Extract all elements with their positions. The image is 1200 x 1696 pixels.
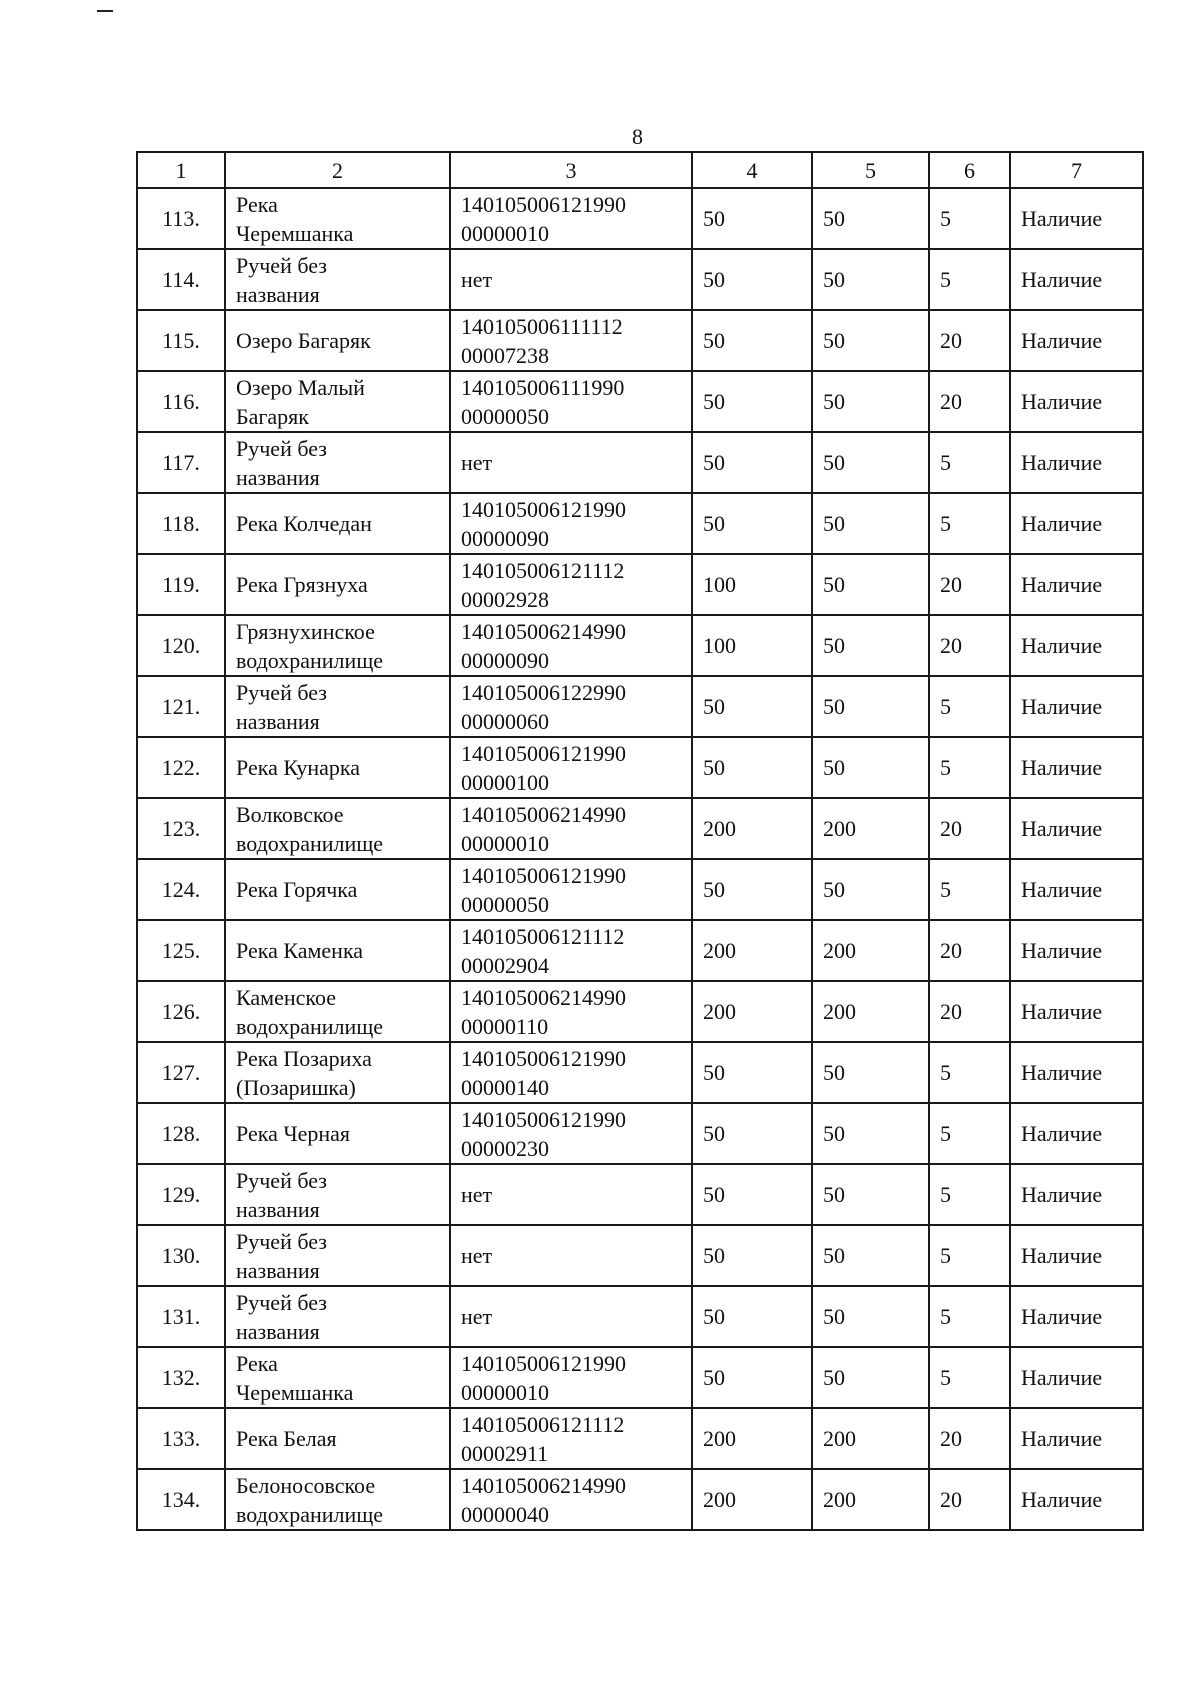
row-number: 117. [137, 432, 225, 493]
code-line: 00007238 [461, 342, 549, 368]
table-row [137, 432, 1143, 493]
name-line: Ручей без [236, 1289, 327, 1315]
value-col-5: 50 [812, 1103, 929, 1164]
value-col-6: 20 [929, 310, 1010, 371]
water-bodies-table [136, 151, 1144, 1531]
registry-code [450, 1042, 692, 1103]
name-line: названия [236, 464, 320, 490]
code-line: 00000060 [461, 708, 549, 734]
row-number: 129. [137, 1164, 225, 1225]
status-cell: Наличие [1010, 1042, 1143, 1103]
name-line: Волковское [236, 801, 344, 827]
value-col-4: 50 [692, 493, 812, 554]
row-number: 127. [137, 1042, 225, 1103]
table-row [137, 920, 1143, 981]
value-col-5: 200 [812, 1408, 929, 1469]
value-col-5: 50 [812, 554, 929, 615]
column-header: 5 [812, 152, 929, 188]
registry-code [450, 310, 692, 371]
value-col-4: 50 [692, 737, 812, 798]
value-col-5: 50 [812, 615, 929, 676]
value-col-6: 20 [929, 615, 1010, 676]
row-number: 121. [137, 676, 225, 737]
name-line: названия [236, 1318, 320, 1344]
name-line: Река Каменка [236, 938, 364, 963]
row-number: 133. [137, 1408, 225, 1469]
value-col-4: 50 [692, 188, 812, 249]
status-cell: Наличие [1010, 1347, 1143, 1408]
value-col-5: 50 [812, 188, 929, 249]
value-col-4: 50 [692, 1103, 812, 1164]
table-row [137, 1225, 1143, 1286]
water-body-name [225, 615, 450, 676]
column-header: 4 [692, 152, 812, 188]
value-col-6: 20 [929, 1408, 1010, 1469]
value-col-4: 50 [692, 1225, 812, 1286]
code-line: 00000230 [461, 1135, 549, 1161]
water-body-name [225, 737, 450, 798]
name-line: названия [236, 708, 320, 734]
code-line: 00000140 [461, 1074, 549, 1100]
value-col-5: 50 [812, 737, 929, 798]
code-line: 140105006214990 [461, 618, 626, 644]
name-line: Ручей без [236, 435, 327, 461]
value-col-6: 5 [929, 859, 1010, 920]
table-row [137, 676, 1143, 737]
value-col-4: 50 [692, 1347, 812, 1408]
registry-code [450, 1164, 692, 1225]
water-body-name [225, 981, 450, 1042]
status-cell: Наличие [1010, 310, 1143, 371]
page-number: 8 [632, 124, 643, 149]
name-line: Черемшанка [236, 1379, 354, 1405]
code-line: 140105006121990 [461, 1106, 626, 1132]
value-col-5: 50 [812, 249, 929, 310]
row-number: 114. [137, 249, 225, 310]
table-row [137, 371, 1143, 432]
water-body-name [225, 188, 450, 249]
code-line: 00000110 [461, 1013, 549, 1039]
value-col-6: 20 [929, 981, 1010, 1042]
name-line: Грязнухинское [236, 618, 375, 644]
row-number: 116. [137, 371, 225, 432]
value-col-4: 50 [692, 1164, 812, 1225]
code-line: 00002911 [461, 1440, 549, 1466]
water-body-name [225, 371, 450, 432]
code-line: нет [461, 1182, 493, 1207]
value-col-5: 50 [812, 859, 929, 920]
value-col-6: 20 [929, 920, 1010, 981]
status-cell: Наличие [1010, 371, 1143, 432]
code-line: 00002928 [461, 586, 549, 612]
value-col-4: 50 [692, 676, 812, 737]
value-col-4: 100 [692, 615, 812, 676]
column-header: 6 [929, 152, 1010, 188]
registry-code [450, 737, 692, 798]
code-line: 00000100 [461, 769, 549, 795]
registry-code [450, 554, 692, 615]
code-line: 140105006121990 [461, 862, 626, 888]
value-col-5: 50 [812, 676, 929, 737]
row-number: 120. [137, 615, 225, 676]
water-body-name [225, 432, 450, 493]
code-line: 00000010 [461, 1379, 549, 1405]
table-header-row [137, 152, 1143, 188]
value-col-4: 50 [692, 371, 812, 432]
code-line: 00000090 [461, 525, 549, 551]
registry-code [450, 493, 692, 554]
registry-code [450, 188, 692, 249]
row-number: 128. [137, 1103, 225, 1164]
code-line: 140105006121990 [461, 740, 626, 766]
code-line: 140105006214990 [461, 984, 626, 1010]
name-line: водохранилище [236, 830, 384, 856]
status-cell: Наличие [1010, 676, 1143, 737]
code-line: нет [461, 1243, 493, 1268]
status-cell: Наличие [1010, 432, 1143, 493]
row-number: 126. [137, 981, 225, 1042]
value-col-6: 5 [929, 249, 1010, 310]
status-cell: Наличие [1010, 249, 1143, 310]
status-cell: Наличие [1010, 920, 1143, 981]
value-col-4: 50 [692, 859, 812, 920]
value-col-6: 5 [929, 1164, 1010, 1225]
value-col-4: 200 [692, 920, 812, 981]
name-line: Каменское [236, 984, 336, 1010]
name-line: Озеро Багаряк [236, 328, 371, 353]
name-line: Багаряк [236, 403, 309, 429]
value-col-5: 50 [812, 1042, 929, 1103]
name-line: названия [236, 281, 320, 307]
name-line: названия [236, 1196, 320, 1222]
row-number: 119. [137, 554, 225, 615]
code-line: 140105006121990 [461, 496, 626, 522]
status-cell: Наличие [1010, 1103, 1143, 1164]
code-line: 140105006111990 [461, 374, 625, 400]
name-line: Река [236, 191, 278, 217]
name-line: водохранилище [236, 1501, 384, 1527]
name-line: Река Кунарка [236, 755, 361, 780]
name-line: Река Грязнуха [236, 572, 368, 597]
water-body-name [225, 1347, 450, 1408]
code-line: 140105006121990 [461, 1045, 626, 1071]
status-cell: Наличие [1010, 981, 1143, 1042]
row-number: 124. [137, 859, 225, 920]
row-number: 134. [137, 1469, 225, 1530]
value-col-5: 50 [812, 1164, 929, 1225]
name-line: Ручей без [236, 1167, 327, 1193]
name-line: Река [236, 1350, 278, 1376]
water-body-name [225, 1469, 450, 1530]
value-col-5: 200 [812, 798, 929, 859]
table-row [137, 1164, 1143, 1225]
row-number: 118. [137, 493, 225, 554]
water-body-name [225, 798, 450, 859]
value-col-6: 20 [929, 371, 1010, 432]
registry-code [450, 676, 692, 737]
column-header: 2 [225, 152, 450, 188]
name-line: Черемшанка [236, 220, 354, 246]
value-col-6: 5 [929, 676, 1010, 737]
water-body-name [225, 1042, 450, 1103]
value-col-4: 50 [692, 249, 812, 310]
status-cell: Наличие [1010, 493, 1143, 554]
code-line: 00000040 [461, 1501, 549, 1527]
table-row [137, 310, 1143, 371]
value-col-5: 50 [812, 371, 929, 432]
name-line: Ручей без [236, 1228, 327, 1254]
status-cell: Наличие [1010, 615, 1143, 676]
name-line: Река Белая [236, 1426, 337, 1451]
water-body-name [225, 676, 450, 737]
column-header: 7 [1010, 152, 1143, 188]
registry-code [450, 371, 692, 432]
registry-code [450, 1286, 692, 1347]
table-row [137, 249, 1143, 310]
registry-code [450, 1408, 692, 1469]
status-cell: Наличие [1010, 554, 1143, 615]
value-col-5: 200 [812, 1469, 929, 1530]
registry-code [450, 615, 692, 676]
table-row [137, 981, 1143, 1042]
name-line: Река Горячка [236, 877, 358, 902]
registry-code [450, 1347, 692, 1408]
name-line: Река Черная [236, 1121, 351, 1146]
status-cell: Наличие [1010, 1225, 1143, 1286]
table-row [137, 798, 1143, 859]
value-col-6: 5 [929, 737, 1010, 798]
water-body-name [225, 920, 450, 981]
column-header: 3 [450, 152, 692, 188]
table-row [137, 1042, 1143, 1103]
value-col-4: 200 [692, 798, 812, 859]
water-body-name [225, 310, 450, 371]
status-cell: Наличие [1010, 1408, 1143, 1469]
name-line: Река Позариха [236, 1045, 372, 1071]
value-col-6: 20 [929, 554, 1010, 615]
value-col-4: 50 [692, 310, 812, 371]
status-cell: Наличие [1010, 1164, 1143, 1225]
status-cell: Наличие [1010, 737, 1143, 798]
table-row [137, 1103, 1143, 1164]
value-col-5: 50 [812, 1347, 929, 1408]
table-row [137, 188, 1143, 249]
code-line: 140105006111112 [461, 313, 623, 339]
registry-code [450, 249, 692, 310]
registry-code [450, 432, 692, 493]
value-col-4: 200 [692, 1469, 812, 1530]
value-col-6: 20 [929, 1469, 1010, 1530]
value-col-6: 5 [929, 432, 1010, 493]
registry-code [450, 859, 692, 920]
water-body-name [225, 493, 450, 554]
value-col-5: 200 [812, 981, 929, 1042]
value-col-4: 200 [692, 981, 812, 1042]
code-line: нет [461, 450, 493, 475]
value-col-6: 5 [929, 1347, 1010, 1408]
value-col-6: 5 [929, 188, 1010, 249]
code-line: 140105006214990 [461, 1472, 626, 1498]
value-col-6: 5 [929, 1225, 1010, 1286]
code-line: 00000090 [461, 647, 549, 673]
value-col-5: 50 [812, 310, 929, 371]
name-line: Озеро Малый [236, 374, 365, 400]
code-line: 140105006214990 [461, 801, 626, 827]
code-line: нет [461, 267, 493, 292]
code-line: 140105006121112 [461, 923, 625, 949]
table-row [137, 1469, 1143, 1530]
value-col-4: 50 [692, 1042, 812, 1103]
registry-code [450, 798, 692, 859]
code-line: 140105006121990 [461, 191, 626, 217]
table-row [137, 615, 1143, 676]
status-cell: Наличие [1010, 1286, 1143, 1347]
table-row [137, 859, 1143, 920]
code-line: 00000010 [461, 830, 549, 856]
value-col-5: 50 [812, 1286, 929, 1347]
value-col-5: 50 [812, 432, 929, 493]
water-body-name [225, 1286, 450, 1347]
water-body-name [225, 1408, 450, 1469]
value-col-5: 50 [812, 1225, 929, 1286]
table-row [137, 1347, 1143, 1408]
row-number: 115. [137, 310, 225, 371]
code-line: нет [461, 1304, 493, 1329]
table-row [137, 1286, 1143, 1347]
water-body-name [225, 249, 450, 310]
name-line: Ручей без [236, 679, 327, 705]
water-body-name [225, 1164, 450, 1225]
value-col-4: 50 [692, 1286, 812, 1347]
name-line: водохранилище [236, 647, 384, 673]
row-number: 113. [137, 188, 225, 249]
registry-code [450, 981, 692, 1042]
table-row [137, 493, 1143, 554]
registry-code [450, 1103, 692, 1164]
name-line: водохранилище [236, 1013, 384, 1039]
value-col-5: 50 [812, 493, 929, 554]
row-number: 122. [137, 737, 225, 798]
registry-code [450, 920, 692, 981]
code-line: 00000050 [461, 891, 549, 917]
row-number: 130. [137, 1225, 225, 1286]
column-header: 1 [137, 152, 225, 188]
row-number: 132. [137, 1347, 225, 1408]
row-number: 131. [137, 1286, 225, 1347]
water-body-name [225, 554, 450, 615]
status-cell: Наличие [1010, 1469, 1143, 1530]
table-body [137, 188, 1143, 1530]
status-cell: Наличие [1010, 798, 1143, 859]
row-number: 125. [137, 920, 225, 981]
status-cell: Наличие [1010, 188, 1143, 249]
name-line: Ручей без [236, 252, 327, 278]
value-col-6: 5 [929, 1103, 1010, 1164]
code-line: 00000050 [461, 403, 549, 429]
table-row [137, 1408, 1143, 1469]
name-line: (Позаришка) [236, 1074, 356, 1100]
value-col-4: 200 [692, 1408, 812, 1469]
value-col-6: 5 [929, 1042, 1010, 1103]
code-line: 00002904 [461, 952, 549, 978]
table-row [137, 737, 1143, 798]
water-body-name [225, 1225, 450, 1286]
water-body-name [225, 1103, 450, 1164]
code-line: 140105006121990 [461, 1350, 626, 1376]
code-line: 00000010 [461, 220, 549, 246]
registry-code [450, 1469, 692, 1530]
row-number: 123. [137, 798, 225, 859]
code-line: 140105006122990 [461, 679, 626, 705]
water-body-name [225, 859, 450, 920]
value-col-4: 50 [692, 432, 812, 493]
name-line: Белоносовское [236, 1472, 376, 1498]
value-col-6: 20 [929, 798, 1010, 859]
corner-mark [97, 10, 113, 12]
table-row [137, 554, 1143, 615]
value-col-5: 200 [812, 920, 929, 981]
name-line: Река Колчедан [236, 511, 372, 536]
code-line: 140105006121112 [461, 557, 625, 583]
value-col-6: 5 [929, 1286, 1010, 1347]
status-cell: Наличие [1010, 859, 1143, 920]
value-col-4: 100 [692, 554, 812, 615]
registry-code [450, 1225, 692, 1286]
value-col-6: 5 [929, 493, 1010, 554]
name-line: названия [236, 1257, 320, 1283]
code-line: 140105006121112 [461, 1411, 625, 1437]
